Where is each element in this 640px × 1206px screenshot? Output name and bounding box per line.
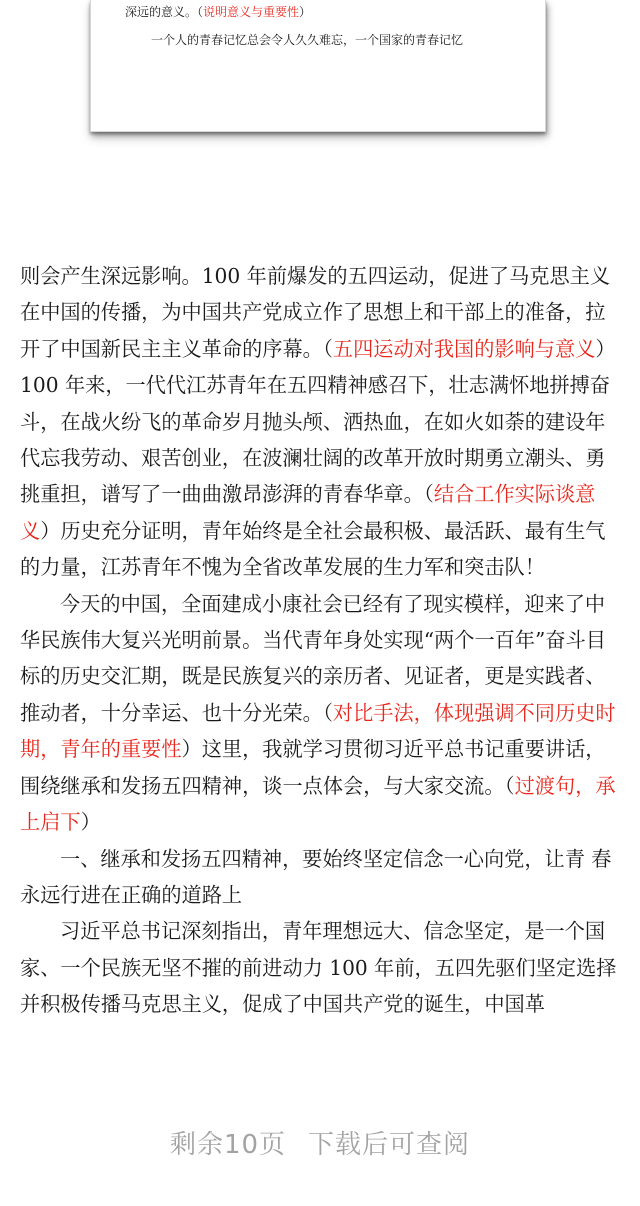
section-heading: 一、继承和发扬五四精神，要始终坚定信念一心向党，让青 春永远行进在正确的道路上 [20, 846, 612, 907]
preview-annotation: 说明意义与重要性 [203, 5, 300, 19]
paragraph-1: 则会产生深远影响。100 年前爆发的五四运动，促进了马克思主义在中国的传播，为中国共产党成立作了思想上和干部上的准备，拉开了中国新民主主义革命的序幕。（五四运动对我国的影响与意义）100 年来，一代代江苏青年在五四精神感召下，壮志满怀地拼搏奋斗，在战火纷飞的革命岁月抛头颅、洒热血，在如火如荼的建设年代忘我劳动、艰苦创业，在波澜壮阔的改革开放时期勇立潮头、勇挑重担，谱写了一曲曲激昂澎湃的青春华章。（结合工作实际谈意义）历史充分证明，青年始终是全社会最积极、最活跃、最有生气的力量，江苏青年不愧为全省改革发展的生力军和突击队！ [20, 264, 616, 580]
paragraph-4: 习近平总书记深刻指出，青年理想远大、信念坚定，是一个国家、一个民族无坚不摧的前进动力 100 年前，五四先驱们坚定选择并积极传播马克思主义，促成了中国共产党的诞生，中国革 [20, 919, 617, 1017]
annotation: 对比手法，体现强调不同历史时期，青年的重要性 [20, 700, 616, 762]
remaining-pages-label: 剩余10页 [169, 1130, 287, 1160]
download-prompt[interactable] [0, 1124, 640, 1161]
download-to-view-label: 下载后可查阅 [308, 1130, 471, 1160]
preview-line-1: 深远的意义。（说明意义与重要性） [125, 5, 312, 19]
document-preview-card [90, 0, 546, 132]
document-body [20, 258, 620, 1023]
paragraph-2: 今天的中国，全面建成小康社会已经有了现实模样，迎来了中华民族伟大复兴光明前景。当代青年身处实现“两个一百年”奋斗目标的历史交汇期，既是民族复兴的亲历者、见证者，更是实践者、推动者，十分幸运、也十分光荣。（对比手法，体现强调不同历史时期，青年的重要性）这里，我就学习贯彻习近平总书记重要讲话，围绕继承和发扬五四精神，谈一点体会，与大家交流。（过渡句，承上启下） [20, 591, 616, 835]
annotation: 过渡句，承上启下 [20, 773, 616, 835]
preview-line-2: 一个人的青春记忆总会令人久久难忘，一个国家的青春记忆 [151, 33, 464, 47]
annotation: 结合工作实际谈意义 [20, 482, 596, 543]
annotation: 五四运动对我国的影响与意义 [332, 336, 596, 361]
